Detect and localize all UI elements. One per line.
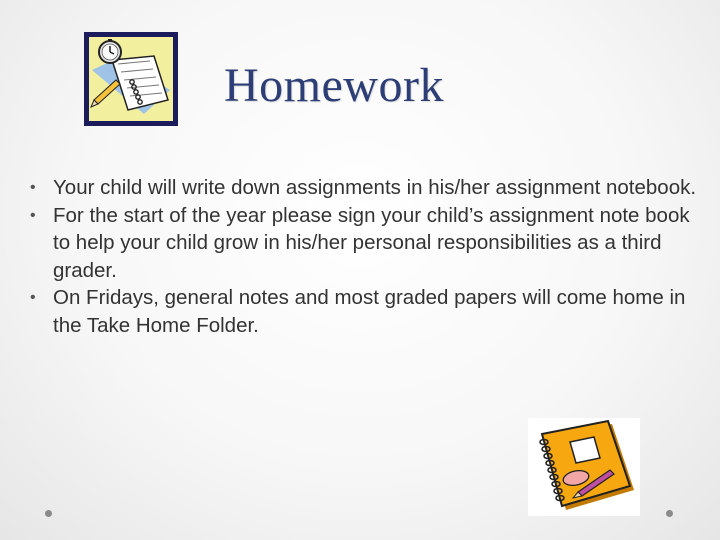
bullet-list: [28, 174, 704, 339]
decorative-dot: [45, 510, 52, 517]
bullet-glyph: •: [30, 206, 36, 224]
notebook-clock-clipart: [82, 30, 180, 128]
list-item: [28, 284, 704, 339]
list-item: [28, 174, 704, 202]
orange-notebook-clipart: [528, 418, 640, 516]
bullet-text: Your child will write down assignments in his/her assignment notebook.: [53, 176, 697, 199]
bullet-text: On Fridays, general notes and most graded papers will come home in the Take Home Folder.: [53, 286, 686, 337]
bullet-glyph: •: [30, 179, 36, 196]
bullet-text: For the start of the year please sign your child’s assignment note book to help your child grow in his/her personal responsibilities as a third grader.: [53, 203, 690, 282]
bullet-glyph: •: [30, 289, 36, 306]
page-title: Homework: [224, 59, 444, 112]
decorative-dot: [666, 510, 673, 517]
list-item: [28, 202, 704, 285]
